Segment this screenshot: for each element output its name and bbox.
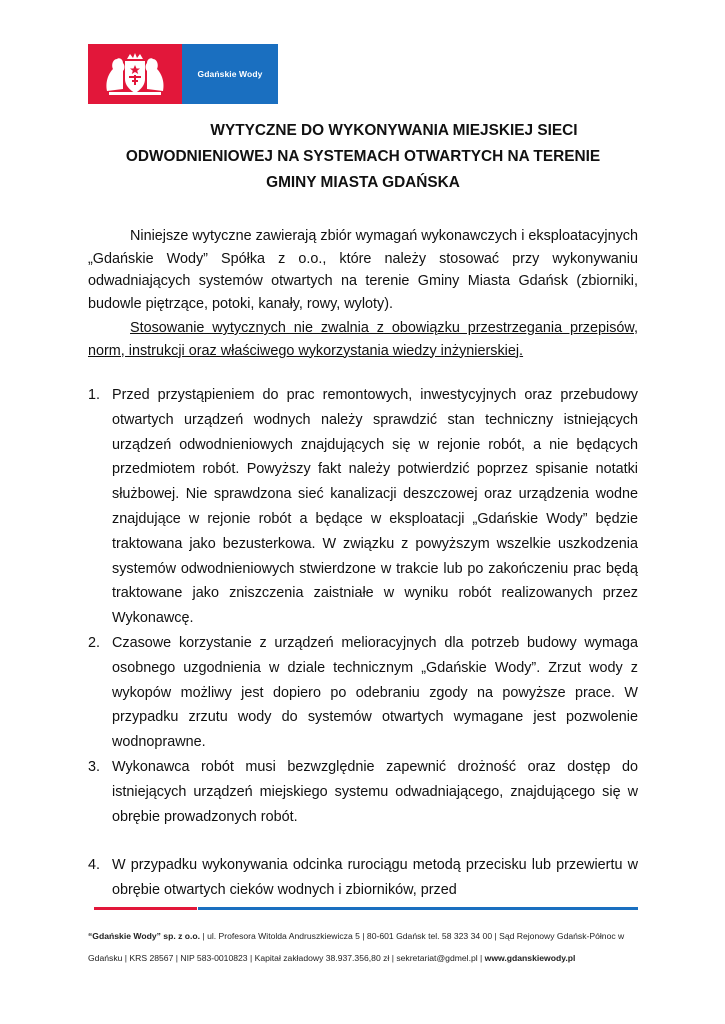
title-line-1: WYTYCZNE DO WYKONYWANIA MIEJSKIEJ SIECI — [210, 122, 578, 139]
title-line-2: ODWODNIENIOWEJ NA SYSTEMACH OTWARTYCH NA TERENIE — [125, 148, 601, 165]
list-item-text: Czasowe korzystanie z urządzeń melioracyjnych dla potrzeb budowy wymaga osobnego uzgodnienia w dziale technicznym „Gdańskie Wody”. Zrzut wody z wykopów możliwy jest dopiero po odebraniu zgody na powyższe prace. W przypadku zrzutu wody do systemów otwartych wymagane jest pozwolenie wodnoprawne. — [112, 634, 638, 751]
footer-address: | ul. Profesora Witolda Andruszkiewicza 5 | 80-601 Gdańsk tel. 58 323 34 00 | Sąd Rejonowy Gdańsk-Północ w — [200, 931, 625, 941]
list-item-number: 4. — [88, 857, 101, 874]
brand-name: Gdańskie Wody — [197, 69, 263, 79]
footer-line-1 — [88, 925, 640, 947]
requirements-list — [88, 383, 638, 903]
lions-crest-icon — [101, 51, 169, 97]
disclaimer-text: Stosowanie wytycznych nie zwalnia z obowiązku przestrzegania przepisów, norm, instrukcji oraz właściwego wykorzystania wiedzy inżynierskiej. — [88, 320, 638, 359]
brand-name-box — [182, 44, 278, 104]
list-item-number: 3. — [88, 758, 101, 775]
intro-text: Niniejsze wytyczne zawierają zbiór wymagań wykonawczych i eksploatacyjnych „Gdańskie Wody” Spółka z o.o., które należy stosować przy wykonywaniu odwadniających systemów otwartych na terenie Gminy Miasta Gdańsk (zbiorniki, budowle piętrzące, potoki, kanały, rowy, wyloty). — [88, 228, 638, 312]
list-item — [88, 755, 638, 829]
page-footer — [88, 925, 640, 969]
list-item-text: Przed przystąpieniem do prac remontowych, inwestycyjnych oraz przebudowy otwartych urządzeń wodnych należy sprawdzić stan techniczny istniejących urządzeń odwodnieniowych znajdujących się w rejonie robót, a nie będących przedmiotem robót. Powyższy fakt należy potwierdzić poprzez spisanie notatki służbowej. Nie sprawdzona sieć kanalizacji deszczowej oraz urządzenia wodne znajdujące w rejonie robót a będące w eksploatacji „Gdańskie Wody” będzie traktowana jako bezusterkowa. W związku z powyższym wszelkie uszkodzenia systemów odwodnieniowych stwierdzone w trakcie lub po zakończeniu prac będą traktowane jako zniszczenia zaistniałe w wyniku robót realizowanych przez Wykonawcę. — [112, 387, 638, 627]
list-item-number: 1. — [88, 387, 101, 403]
company-logo — [88, 44, 278, 104]
list-item-number: 2. — [88, 634, 101, 651]
intro-paragraph — [88, 225, 638, 315]
list-item — [88, 853, 638, 903]
title-line-3: GMINY MIASTA GDAŃSKA — [266, 174, 460, 191]
footer-registry: Gdańsku | KRS 28567 | NIP 583-0010823 | Kapitał zakładowy 38.937.356,80 zł | sekretariat@gdmel.pl | — [88, 953, 485, 963]
document-title — [88, 118, 638, 196]
list-item — [88, 631, 638, 755]
footer-divider-blue — [198, 907, 638, 910]
footer-divider-red — [94, 907, 197, 910]
footer-website-link[interactable]: www.gdanskiewody.pl — [484, 953, 576, 963]
coat-of-arms-emblem — [88, 44, 182, 104]
list-item — [88, 383, 638, 631]
disclaimer-paragraph — [88, 317, 638, 362]
footer-company: “Gdańskie Wody” sp. z o.o. — [88, 931, 201, 941]
footer-line-2 — [88, 947, 640, 969]
list-item-text: Wykonawca robót musi bezwzględnie zapewnić drożność oraz dostęp do istniejących urządzeń miejskiego systemu odwadniającego, znajdującego się w obrębie prowadzonych robót. — [112, 758, 638, 825]
list-item-text: W przypadku wykonywania odcinka rurociągu metodą przecisku lub przewiertu w obrębie otwartych cieków wodnych i zbiorników, przed — [112, 857, 638, 899]
